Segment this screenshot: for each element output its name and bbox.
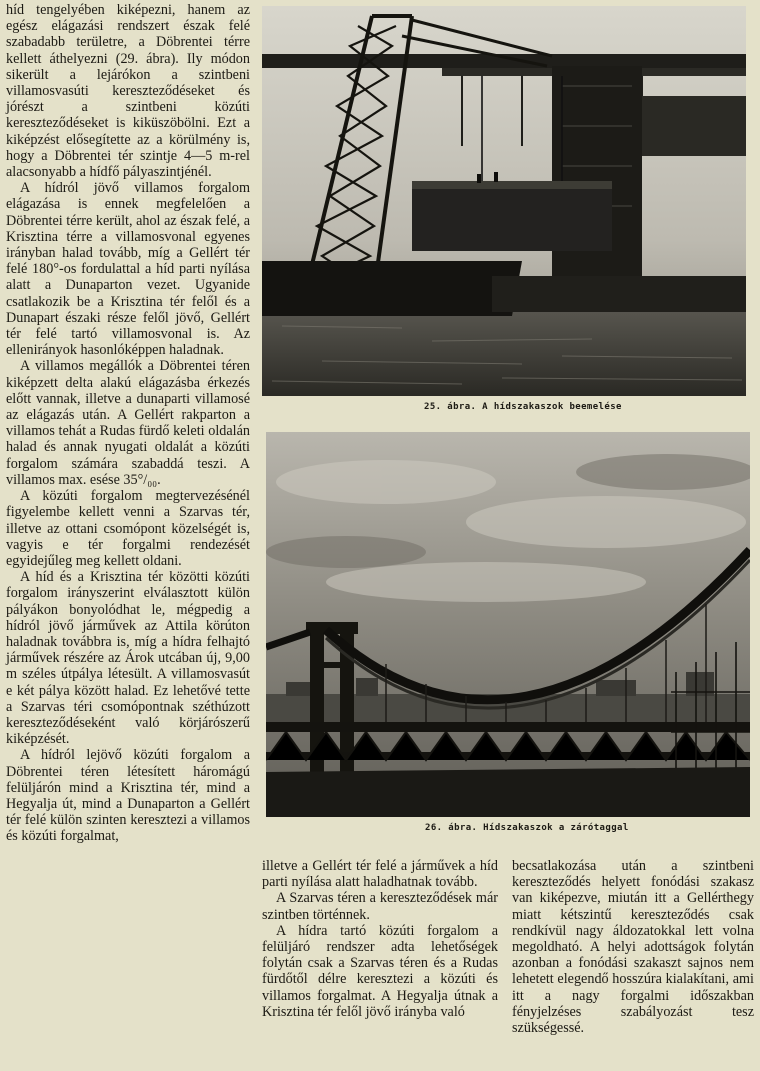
paragraph: híd tengelyében kiképezni, hanem az egész elágazási rendszert észak felé szabadabb területre, a Döbrentei térre kellett áthelyezni (29. ábra). Ily módon sikerült a lejárókon a szintbeni villamosvasúti kereszteződéseket és jórészt a szintbeni közúti kereszteződéseket is kiküszöbölni. Ezt a kiképzést elősegítette az a körülmény is, hogy a Döbrentei tér szintje 4—5 m-rel alacsonyabb a hídfő pályaszintjénél.	[6, 2, 250, 181]
paragraph: A híd és a Krisztina tér közötti közúti forgalom irányszerint elválasztott külön pályákon bonyolódhat le, mégpedig a hídról jövő járművek az Attila körúton haladnak továbbra is, míg a hídra felhajtó járművek részére az Árok utcában új, 9,00 m széles útpálya létesült. A villamosvasút e két pálya között halad. Ez lehetővé tette a Szarvas téri csomópontnak széthúzott kereszteződéseként való körjárószerű kiképzését.	[6, 569, 250, 748]
figure-26-photo	[266, 432, 750, 817]
left-text-column	[6, 2, 250, 845]
right-text-column	[512, 858, 754, 1036]
paragraph: illetve a Gellért tér felé a járművek a híd parti nyílása alatt haladhatnak tovább.	[262, 858, 498, 891]
paragraph: A közúti forgalom megtervezésénél figyelembe kellett venni a Szarvas tér, illetve az ottani csomópont közelségét is, vagyis e tér forgalmi rendezését egyidejűleg meg kellett oldani.	[6, 488, 250, 569]
figure-25-photo	[262, 6, 746, 396]
paragraph: A Szarvas téren a kereszteződések már szintben történnek.	[262, 890, 498, 923]
middle-text-column	[262, 858, 498, 1020]
figure-25-caption: 25. ábra. A hídszakaszok beemelése	[424, 402, 622, 412]
figure-26-caption: 26. ábra. Hídszakaszok a zárótaggal	[425, 823, 629, 833]
paragraph: A villamos megállók a Döbrentei téren kiképzett delta alakú elágazásba érkezés előtt vannak, illetve a dunaparti villamosé az elágazás után. A Gellért rakparton a villamos tehát a Rudas fürdő keleti oldalán halad és annak nyugati oldalát a közúti forgalom számára szabaddá teszi. A villamos max. esése 35°/₀₀.	[6, 358, 250, 488]
paragraph: becsatlakozása után a szintbeni kereszteződés helyett fonódási szakasz van kiképezve, miután itt a Gellérthegy miatt kétszintű kereszteződés csak rendkívül nagy áldozatokkal lett volna megoldható. A helyi adottságok folytán azonban a fonódási szakaszt sajnos nem lehetett elegendő hosszúra kialakítani, ami itt a nagy forgalmi időszakban fényjelzéses szabályozást tesz szükségessé.	[512, 858, 754, 1037]
paragraph: A hídról lejövő közúti forgalom a Döbrentei téren létesített háromágú felüljárón mind a Krisztina tér, mind a Hegyalja út, mind a Dunaparton a Gellért tér felé külön szinten keresztezi a villamos és közúti forgalmat,	[6, 747, 250, 845]
paragraph: A hídra tartó közúti forgalom a felüljáró rendszer adta lehetőségek folytán csak a Szarvas téren és a Rudas fürdőtől délre keresztezi a közúti és villamos forgalmat. A Hegyalja útnak a Krisztina tér felől jövő irányba való	[262, 922, 498, 1020]
paragraph: A hídról jövő villamos forgalom elágazása is ennek megfelelően a Döbrentei térre került, ahol az észak felé, a Krisztina térre a villamosvonal egyenes irányban halad tovább, míg a Gellért tér felé 180°-os fordulattal a híd parti nyílása alatt a Dunaparton vezet. Ugyanide csatlakozik be a Krisztina tér felől és a Dunapart északi része felől jövő, Gellért tér felé tartó villamosvonal is. Az ellenirányok hasonlóképpen haladnak.	[6, 180, 250, 359]
